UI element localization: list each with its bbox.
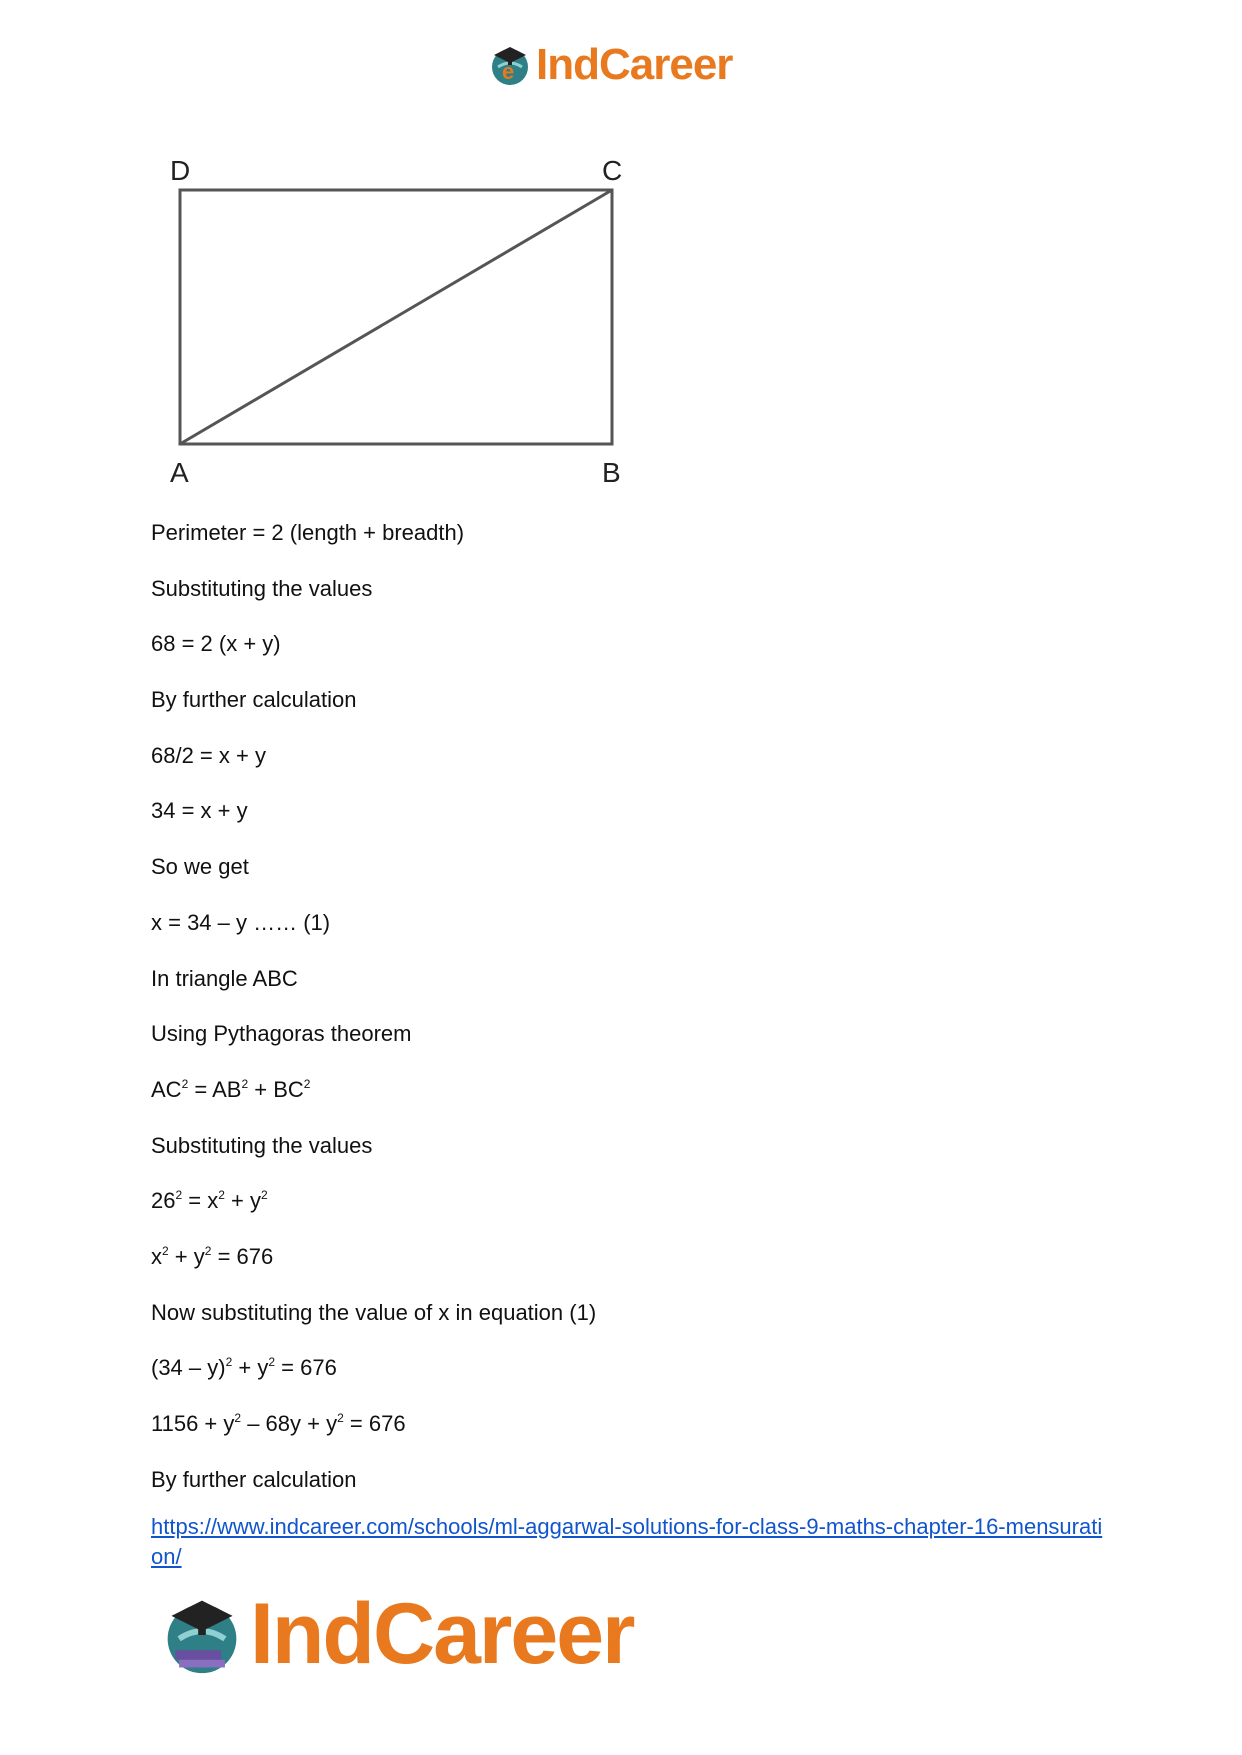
graduation-globe-icon bbox=[160, 1593, 244, 1677]
graduation-globe-icon bbox=[488, 43, 532, 87]
rectangle-figure bbox=[160, 150, 630, 495]
step-line: Substituting the values bbox=[151, 1132, 373, 1158]
step-line: 34 = x + y bbox=[151, 798, 248, 824]
equation-expanded: $1156 + y^2 - 68y + y^2 = 676$ bbox=[151, 1411, 406, 1436]
step-line: By further calculation bbox=[151, 1466, 357, 1492]
header-logo bbox=[488, 40, 732, 90]
step-line: x = 34 – y …… (1) bbox=[151, 909, 331, 935]
solution-steps bbox=[151, 520, 1111, 1522]
step-line: 68/2 = x + y bbox=[151, 742, 266, 768]
step-line: So we get bbox=[151, 854, 249, 880]
equation-sum-676: $x^2 + y^2 = 676$ bbox=[151, 1243, 274, 1269]
equation-substituted: $(34 - y)^2 + y^2 = 676$ bbox=[151, 1355, 337, 1381]
vertex-label-b: B bbox=[602, 457, 621, 488]
step-line: By further calculation bbox=[151, 687, 357, 713]
diagonal-ac bbox=[180, 190, 612, 444]
footer-brand-text: IndCareer bbox=[250, 1586, 634, 1682]
step-line: Substituting the values bbox=[151, 575, 373, 601]
equation-26-squared: $26^2 = x^2 + y^2$ bbox=[151, 1188, 268, 1214]
svg-text:e: e bbox=[502, 59, 515, 84]
step-line: Now substituting the value of x in equation (1) bbox=[151, 1299, 597, 1325]
header-brand-text: IndCareer bbox=[536, 40, 733, 89]
step-line: Using Pythagoras theorem bbox=[151, 1021, 412, 1047]
step-line: 68 = 2 (x + y) bbox=[151, 631, 281, 657]
equation-pythagoras: $AC^2 = AB^2 + BC^2$ bbox=[151, 1076, 311, 1102]
step-line: Perimeter = 2 (length + breadth) bbox=[151, 520, 465, 545]
vertex-label-a: A bbox=[170, 457, 189, 488]
vertex-label-c: C bbox=[602, 155, 623, 186]
step-line: In triangle ABC bbox=[151, 965, 298, 991]
vertex-label-d: D bbox=[170, 155, 191, 186]
footer-logo bbox=[160, 1585, 634, 1684]
source-link[interactable]: https://www.indcareer.com/schools/ml-aggarwal-solutions-for-class-9-maths-chapter-16-mensuration/ bbox=[151, 1514, 1103, 1569]
